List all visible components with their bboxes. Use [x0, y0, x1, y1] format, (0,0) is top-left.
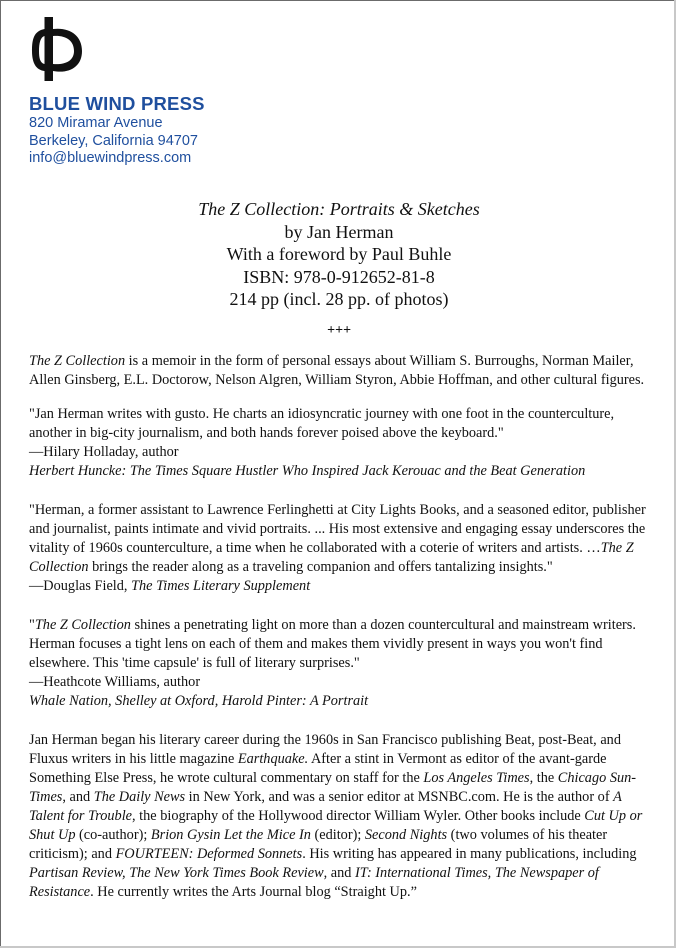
book-title: The Z Collection: Portraits & Sketches	[198, 199, 480, 219]
bio-title: A Talent for Trouble	[29, 789, 622, 824]
phi-logo-icon	[29, 15, 85, 85]
book-foreword: With a foreword by Paul Buhle	[226, 244, 452, 264]
bio-text: (two volumes of his theater criticism); and	[29, 827, 608, 862]
bio-text: , the biography of the Hollywood director William Wyler. Other books include	[132, 808, 585, 824]
bio-text: , the	[529, 770, 558, 786]
intro-book-title: The Z Collection	[29, 353, 126, 369]
book-author: by Jan Herman	[284, 221, 394, 242]
book-isbn: ISBN: 978-0-912652-81-8	[243, 266, 435, 287]
bio-title: IT: International Times, The Newspaper of Resistance	[29, 865, 599, 900]
quote-field	[29, 501, 657, 577]
quote-williams	[29, 616, 657, 673]
publisher-block	[29, 93, 205, 168]
quote-attribution: —Heathcote Williams, author	[29, 674, 201, 690]
quote-text-a: "Herman, a former assistant to Lawrence Ferlinghetti at City Lights Books, and a seasoned editor, publisher and journalist, paints intimate and vivid portraits. ... His most extensive and engaging essay underscores the vitality of 1960s counterculture, a time when he collaborated with a coterie of writers and artists. …	[29, 502, 646, 556]
bio-title: The Daily News	[93, 789, 186, 805]
quote-open: "	[29, 617, 35, 633]
bio-text: , and	[323, 865, 356, 881]
intro-paragraph	[29, 352, 657, 390]
description-body	[29, 352, 657, 902]
book-info	[1, 198, 676, 311]
quote-source-work: Herbert Huncke: The Times Square Hustler Who Inspired Jack Kerouac and the Beat Generation	[29, 463, 586, 479]
bio-text: in New York, and was a senior editor at MSNBC.com. He is the author of	[185, 789, 614, 805]
quote-attribution: —Hilary Holladay, author	[29, 444, 179, 460]
quote-attribution	[29, 577, 657, 596]
bio-text: . He currently writes the Arts Journal blog “Straight Up.”	[90, 884, 417, 900]
publisher-address-city: Berkeley, California 94707	[29, 132, 198, 149]
bio-text: (editor);	[310, 827, 365, 843]
quote-book-title: The Z Collection	[29, 540, 634, 575]
bio-title: Chicago Sun-Times	[29, 770, 637, 805]
book-pages: 214 pp (incl. 28 pp. of photos)	[229, 289, 449, 309]
attribution-name: —Douglas Field,	[29, 578, 132, 594]
bio-text: After a stint in Vermont as editor of the avant-garde Something Else Press, he wrote cultural commentary on staff for the	[29, 751, 607, 786]
author-bio	[29, 731, 657, 902]
bio-title: FOURTEEN: Deformed Sonnets	[115, 846, 303, 862]
bio-title: Los Angeles Times	[423, 770, 530, 786]
attribution-source: The Times Literary Supplement	[131, 578, 311, 594]
bio-text: , and	[62, 789, 94, 805]
section-separator: +++	[327, 323, 351, 338]
publisher-name: BLUE WIND PRESS	[29, 93, 205, 114]
bio-title: Partisan Review, The New York Times Book Review	[29, 865, 324, 881]
quote-text-b: brings the reader along as a traveling companion and offers tantalizing insights."	[88, 559, 553, 575]
quote-book-title: The Z Collection	[34, 617, 131, 633]
quote-holladay	[29, 405, 657, 443]
intro-text: is a memoir in the form of personal essays about William S. Burroughs, Norman Mailer, Allen Ginsberg, E.L. Doctorow, Nelson Algren, William Styron, Abbie Hoffman, and other cultural figures.	[29, 353, 645, 388]
quote-source-work: Whale Nation, Shelley at Oxford, Harold Pinter: A Portrait	[29, 693, 369, 709]
publisher-email[interactable]: info@bluewindpress.com	[29, 150, 192, 166]
bio-title: Cut Up or Shut Up	[29, 808, 643, 843]
bio-text: (co-author);	[75, 827, 151, 843]
bio-title: Brion Gysin Let the Mice In	[150, 827, 311, 843]
bio-text: Jan Herman began his literary career during the 1960s in San Francisco publishing Beat, post-Beat, and Fluxus writers in his little magazine	[29, 732, 621, 767]
quote-text: shines a penetrating light on more than a dozen countercultural and mainstream writers. Herman focuses a tight lens on each of them and makes them vividly present in ways you won't find elsewhere. This 'time capsule' is full of literary surprises."	[29, 617, 636, 671]
publisher-address-street: 820 Miramar Avenue	[29, 115, 163, 131]
bio-title: Second Nights	[364, 827, 448, 843]
quote-text: "Jan Herman writes with gusto. He charts an idiosyncratic journey with one foot in the counterculture, another in big-city journalism, and both hands forever poised above the keyboard."	[29, 406, 615, 441]
bio-text: . His writing has appeared in many publications, including	[302, 846, 637, 862]
bio-title: Earthquake.	[237, 751, 309, 767]
